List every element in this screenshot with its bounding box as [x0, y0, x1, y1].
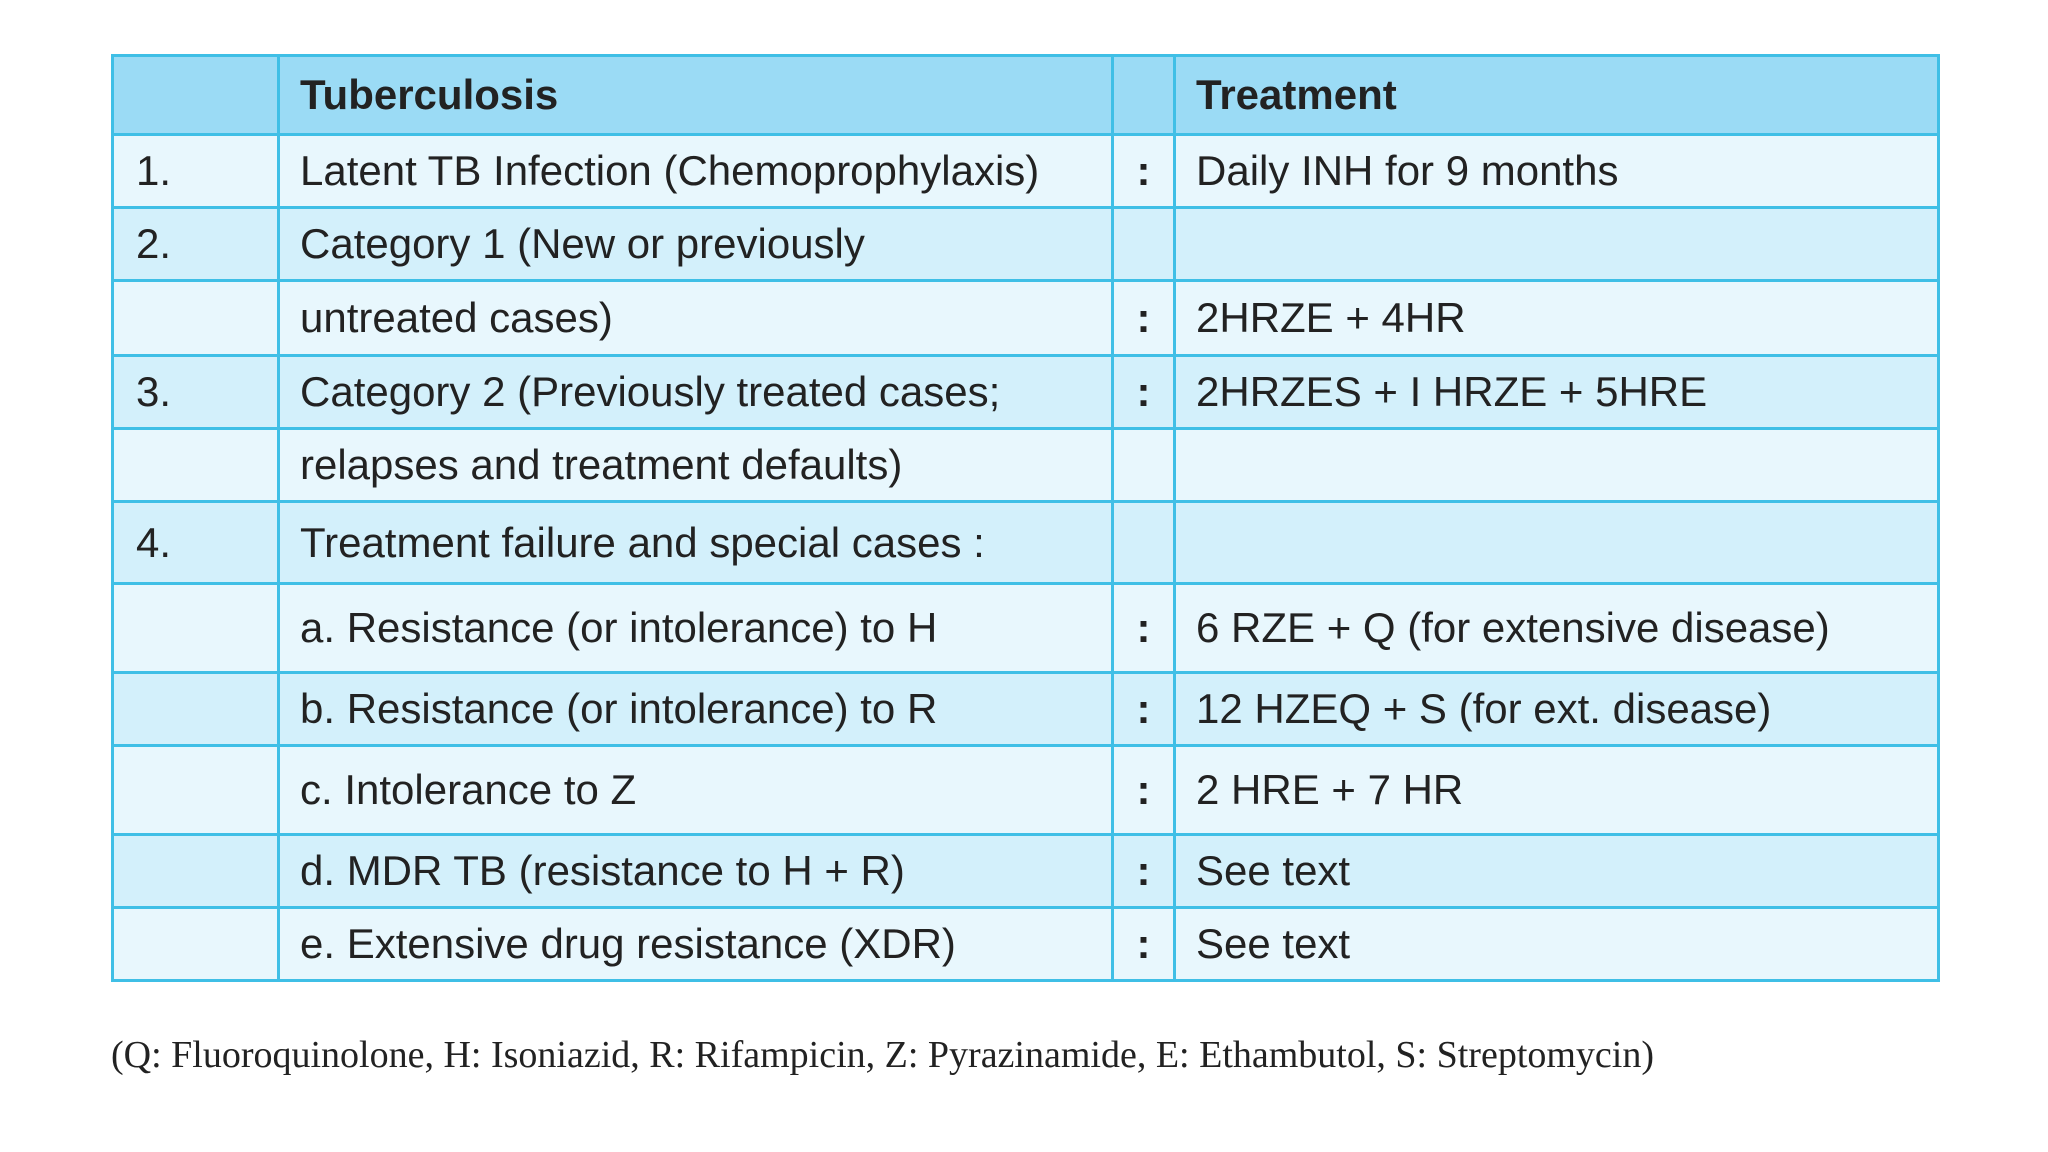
row-separator: :: [1113, 835, 1175, 908]
row-number: 1.: [113, 135, 279, 208]
row-separator: :: [1113, 746, 1175, 835]
table-row: [113, 281, 1939, 356]
row-separator: :: [1113, 356, 1175, 429]
row-treatment: See text: [1175, 835, 1939, 908]
row-number: [113, 584, 279, 673]
row-separator: :: [1113, 908, 1175, 981]
tuberculosis-treatment-table: [111, 54, 1940, 982]
row-label: Category 2 (Previously treated cases;: [279, 356, 1113, 429]
row-label: a. Resistance (or intolerance) to H: [279, 584, 1113, 673]
row-label: Treatment failure and special cases :: [279, 502, 1113, 584]
row-treatment: Daily INH for 9 months: [1175, 135, 1939, 208]
row-number: [113, 673, 279, 746]
row-treatment: See text: [1175, 908, 1939, 981]
row-number: [113, 281, 279, 356]
table-row: [113, 208, 1939, 281]
table-row: [113, 835, 1939, 908]
row-number: 3.: [113, 356, 279, 429]
row-number: [113, 835, 279, 908]
row-number: [113, 429, 279, 502]
row-label: b. Resistance (or intolerance) to R: [279, 673, 1113, 746]
header-separator: [1113, 56, 1175, 135]
row-treatment: [1175, 208, 1939, 281]
row-treatment: 6 RZE + Q (for extensive disease): [1175, 584, 1939, 673]
row-number: 4.: [113, 502, 279, 584]
header-tuberculosis: Tuberculosis: [279, 56, 1113, 135]
row-treatment: [1175, 502, 1939, 584]
abbreviation-footnote: (Q: Fluoroquinolone, H: Isoniazid, R: Rifampicin, Z: Pyrazinamide, E: Ethambutol, S: Streptomycin): [111, 1034, 1655, 1076]
row-treatment: 2 HRE + 7 HR: [1175, 746, 1939, 835]
row-separator: :: [1113, 281, 1175, 356]
row-separator: [1113, 208, 1175, 281]
table-row: [113, 584, 1939, 673]
row-separator: [1113, 429, 1175, 502]
row-treatment: [1175, 429, 1939, 502]
row-label: untreated cases): [279, 281, 1113, 356]
row-label: d. MDR TB (resistance to H + R): [279, 835, 1113, 908]
table-row: [113, 356, 1939, 429]
row-treatment: 2HRZES + I HRZE + 5HRE: [1175, 356, 1939, 429]
row-number: [113, 746, 279, 835]
header-number: [113, 56, 279, 135]
row-number: [113, 908, 279, 981]
table-row: [113, 135, 1939, 208]
row-number: 2.: [113, 208, 279, 281]
row-separator: :: [1113, 135, 1175, 208]
table-row: [113, 908, 1939, 981]
row-separator: :: [1113, 584, 1175, 673]
table-header-row: [113, 56, 1939, 135]
row-label: e. Extensive drug resistance (XDR): [279, 908, 1113, 981]
row-separator: :: [1113, 673, 1175, 746]
header-treatment: Treatment: [1175, 56, 1939, 135]
row-treatment: 2HRZE + 4HR: [1175, 281, 1939, 356]
table-row: [113, 502, 1939, 584]
table-row: [113, 673, 1939, 746]
table-row: [113, 746, 1939, 835]
row-separator: [1113, 502, 1175, 584]
row-label: c. Intolerance to Z: [279, 746, 1113, 835]
row-treatment: 12 HZEQ + S (for ext. disease): [1175, 673, 1939, 746]
table-row: [113, 429, 1939, 502]
row-label: relapses and treatment defaults): [279, 429, 1113, 502]
row-label: Category 1 (New or previously: [279, 208, 1113, 281]
row-label: Latent TB Infection (Chemoprophylaxis): [279, 135, 1113, 208]
